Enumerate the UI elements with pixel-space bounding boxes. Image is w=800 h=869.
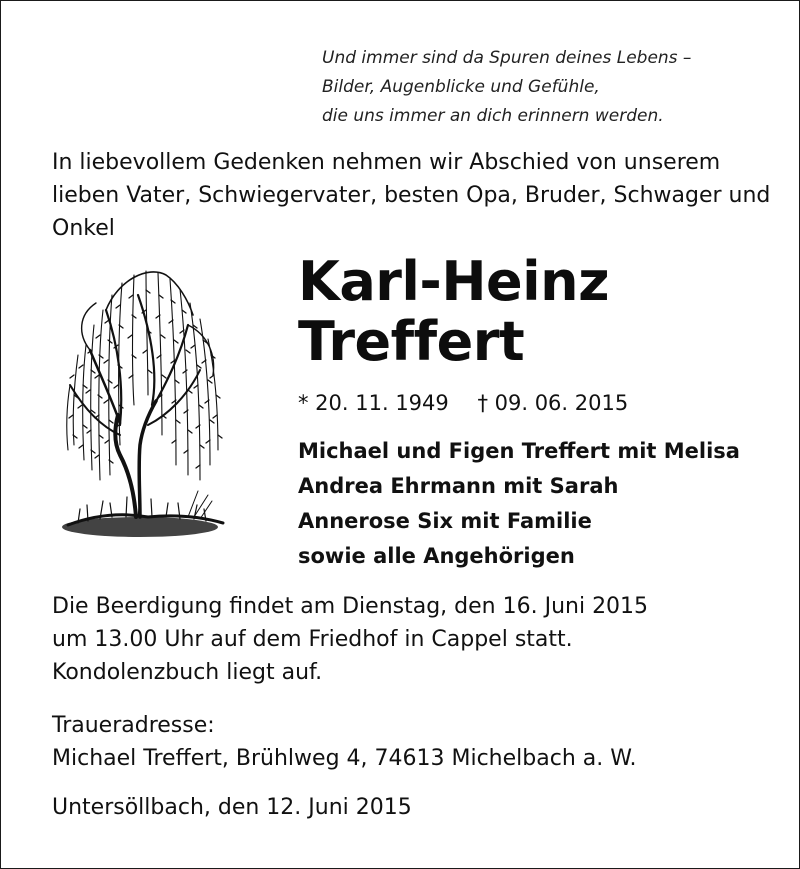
mourner-line: sowie alle Angehörigen bbox=[298, 544, 575, 568]
place-and-date: Untersöllbach, den 12. Juni 2015 bbox=[52, 795, 412, 820]
address-value: Michael Treffert, Brühlweg 4, 74613 Michelbach a. W. bbox=[52, 746, 637, 771]
address-label: Traueradresse: bbox=[52, 713, 215, 738]
birth-date: * 20. 11. 1949 bbox=[298, 391, 449, 415]
funeral-line-3: Kondolenzbuch liegt auf. bbox=[52, 660, 323, 685]
mourning-address bbox=[52, 709, 636, 775]
mourner-line: Annerose Six mit Familie bbox=[298, 509, 592, 533]
funeral-line-2: um 13.00 Uhr auf dem Friedhof in Cappel statt. bbox=[52, 627, 573, 652]
poem-line-3: die uns immer an dich erinnern werden. bbox=[322, 106, 664, 126]
mourners-list bbox=[298, 434, 740, 574]
weeping-willow-icon bbox=[48, 255, 238, 555]
deceased-name bbox=[298, 252, 609, 372]
deceased-first-name: Karl-Heinz bbox=[298, 250, 610, 313]
funeral-line-1: Die Beerdigung findet am Dienstag, den 16. Juni 2015 bbox=[52, 594, 649, 619]
intro-line-3: Onkel bbox=[52, 216, 115, 241]
poem bbox=[322, 44, 691, 131]
life-dates bbox=[298, 388, 628, 418]
deceased-last-name: Treffert bbox=[298, 310, 525, 373]
intro-text bbox=[52, 146, 772, 245]
intro-line-1: In liebevollem Gedenken nehmen wir Abschied von unserem bbox=[52, 150, 721, 175]
mourner-line: Michael und Figen Treffert mit Melisa bbox=[298, 439, 740, 463]
mourner-line: Andrea Ehrmann mit Sarah bbox=[298, 474, 619, 498]
death-date: † 09. 06. 2015 bbox=[477, 391, 629, 415]
poem-line-1: Und immer sind da Spuren deines Lebens – bbox=[322, 48, 692, 68]
funeral-info bbox=[52, 590, 648, 689]
poem-line-2: Bilder, Augenblicke und Gefühle, bbox=[322, 77, 600, 97]
intro-line-2: lieben Vater, Schwiegervater, besten Opa, Bruder, Schwager und bbox=[52, 183, 771, 208]
